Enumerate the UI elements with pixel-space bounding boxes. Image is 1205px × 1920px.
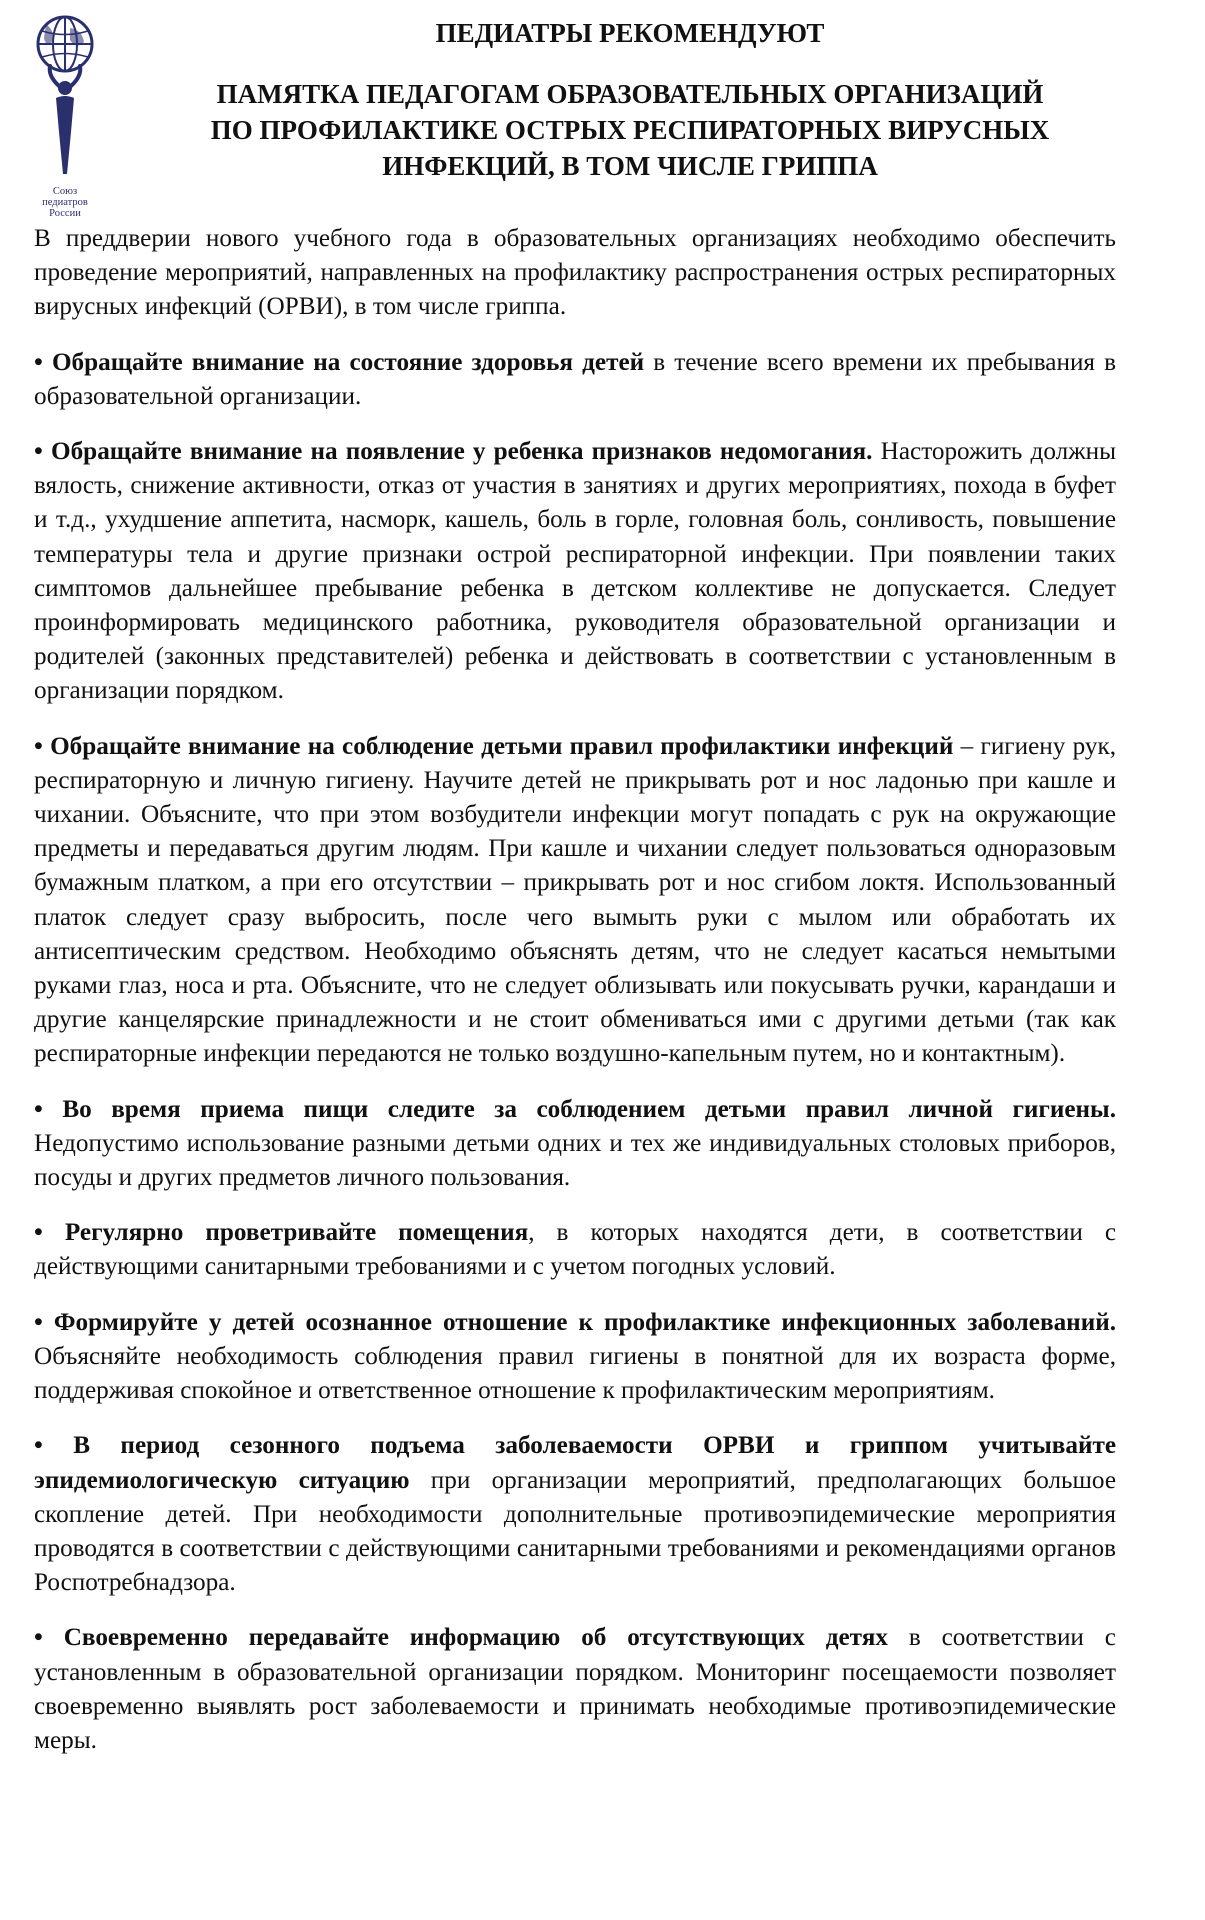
title-line: ИНФЕКЦИЙ, В ТОМ ЧИСЛЕ ГРИППА (382, 151, 878, 181)
recommendation-item (34, 1306, 1116, 1409)
recommendation-heading: Регулярно проветривайте помещения (64, 1219, 529, 1247)
recommendation-heading: Своевременно передавайте информацию об отсутствующих детях (63, 1624, 888, 1652)
recommendation-text: при организации мероприятий, предполагающих большое скопление детей. При необходимости дополнительные противоэпидемические мероприятия проводятся в соответствии с действующими санитарными требованиями и рекомендациями органов Роспотребнадзора. (34, 1466, 1116, 1597)
title-line: ПАМЯТКА ПЕДАГОГАМ ОБРАЗОВАТЕЛЬНЫХ ОРГАНИЗАЦИЙ (216, 79, 1044, 109)
logo-caption-line: педиатров (42, 197, 88, 208)
recommendation-text: Недопустимо использование разными детьми одних и тех же индивидуальных столовых приборов, посуды и других предметов личного пользования. (34, 1129, 1116, 1192)
document-supertitle: ПЕДИАТРЫ РЕКОМЕНДУЮТ (435, 18, 825, 48)
recommendation-text: в соответствии с установленным в образовательной организации порядком. Мониторинг посещаемости позволяет своевременно выявлять рост заболеваемости и принимать необходимые противоэпидемические меры. (34, 1624, 1116, 1754)
globe-figure-icon (26, 14, 104, 186)
bullet-icon: • (34, 1624, 43, 1652)
recommendation-item (34, 1093, 1116, 1196)
recommendation-item (34, 435, 1116, 709)
document-title (150, 76, 1110, 184)
recommendation-text: Насторожить должны вялость, снижение активности, отказ от участия в занятиях и других мероприятиях, похода в буфет и т.д., ухудшение аппетита, насморк, кашель, боль в горле, головная боль, сонливость, повышение температуры тела и другие признаки острой респираторной инфекции. При появлении таких симптомов дальнейшее пребывание ребенка в детском коллективе не допускается. Следует проинформировать медицинского работника, руководителя образовательной организации и родителей (законных представителей) ребенка и действовать в соответствии с установленным в организации порядком. (34, 438, 1117, 705)
bullet-icon: • (34, 348, 43, 376)
bullet-icon: • (34, 1432, 43, 1460)
bullet-icon: • (34, 438, 43, 466)
logo-caption (26, 186, 104, 219)
recommendation-item (34, 1621, 1116, 1758)
bullet-icon: • (34, 1095, 43, 1123)
recommendation-item (34, 346, 1116, 414)
recommendation-item (34, 1216, 1116, 1284)
bullet-icon: • (34, 1308, 43, 1336)
bullet-icon: • (34, 1219, 43, 1247)
logo-caption-line: Союз (52, 186, 78, 197)
recommendation-item (34, 1429, 1116, 1600)
intro-paragraph: В преддверии нового учебного года в образовательных организациях необходимо обеспечить проведение мероприятий, направленных на профилактику распространения острых респираторных вирусных инфекций (ОРВИ), в том числе гриппа. (34, 225, 1116, 321)
recommendation-text: Объясняйте необходимость соблюдения правил гигиены в понятной для их возраста форме, поддерживая спокойное и ответственное отношение к профилактическим мероприятиям. (34, 1342, 1116, 1405)
recommendation-heading: Обращайте внимание на появление у ребенка признаков недомогания. (51, 438, 873, 466)
document-body (34, 222, 1116, 1779)
recommendation-heading: Обращайте внимание на соблюдение детьми правил профилактики инфекций (50, 732, 954, 760)
recommendation-heading: Обращайте внимание на состояние здоровья детей (51, 348, 645, 376)
recommendation-heading: Во время приема пищи следите за соблюдением детьми правил личной гигиены. (62, 1095, 1117, 1123)
recommendation-item (34, 730, 1116, 1072)
recommendation-heading: Формируйте у детей осознанное отношение к профилактике инфекционных заболеваний. (53, 1308, 1117, 1336)
logo-caption-line: России (49, 208, 81, 219)
recommendation-text: в течение всего времени их пребывания в образовательной организации. (34, 348, 1117, 410)
title-line: ПО ПРОФИЛАКТИКЕ ОСТРЫХ РЕСПИРАТОРНЫХ ВИРУСНЫХ (210, 115, 1050, 145)
union-of-pediatricians-logo (26, 14, 104, 220)
recommendation-heading: В период сезонного подъема заболеваемости ОРВИ и гриппом учитывайте эпидемиологическую ситуацию (34, 1432, 1117, 1494)
recommendation-text: – гигиену рук, респираторную и личную гигиену. Научите детей не прикрывать рот и нос ладонью при кашле и чихании. Объясните, что при этом возбудители инфекции могут попадать с рук на окружающие предметы и передаваться другим людям. При кашле и чихании следует пользоваться одноразовым бумажным платком, а при его отсутствии – прикрывать рот и нос сгибом локтя. Использованный платок следует сразу выбросить, после чего вымыть руки с мылом или обработать их антисептическим средством. Необходимо объяснять детям, что не следует касаться немытыми руками глаз, носа и рта. Объясните, что не следует облизывать или покусывать ручки, карандаши и другие канцелярские принадлежности и не стоит обмениваться ими с другими детьми (так как респираторные инфекции передаются не только воздушно-капельным путем, но и контактным). (34, 732, 1116, 1068)
recommendation-text: , в которых находятся дети, в соответствии с действующими санитарными требованиями и с учетом погодных условий. (34, 1219, 1117, 1281)
bullet-icon: • (34, 732, 43, 760)
